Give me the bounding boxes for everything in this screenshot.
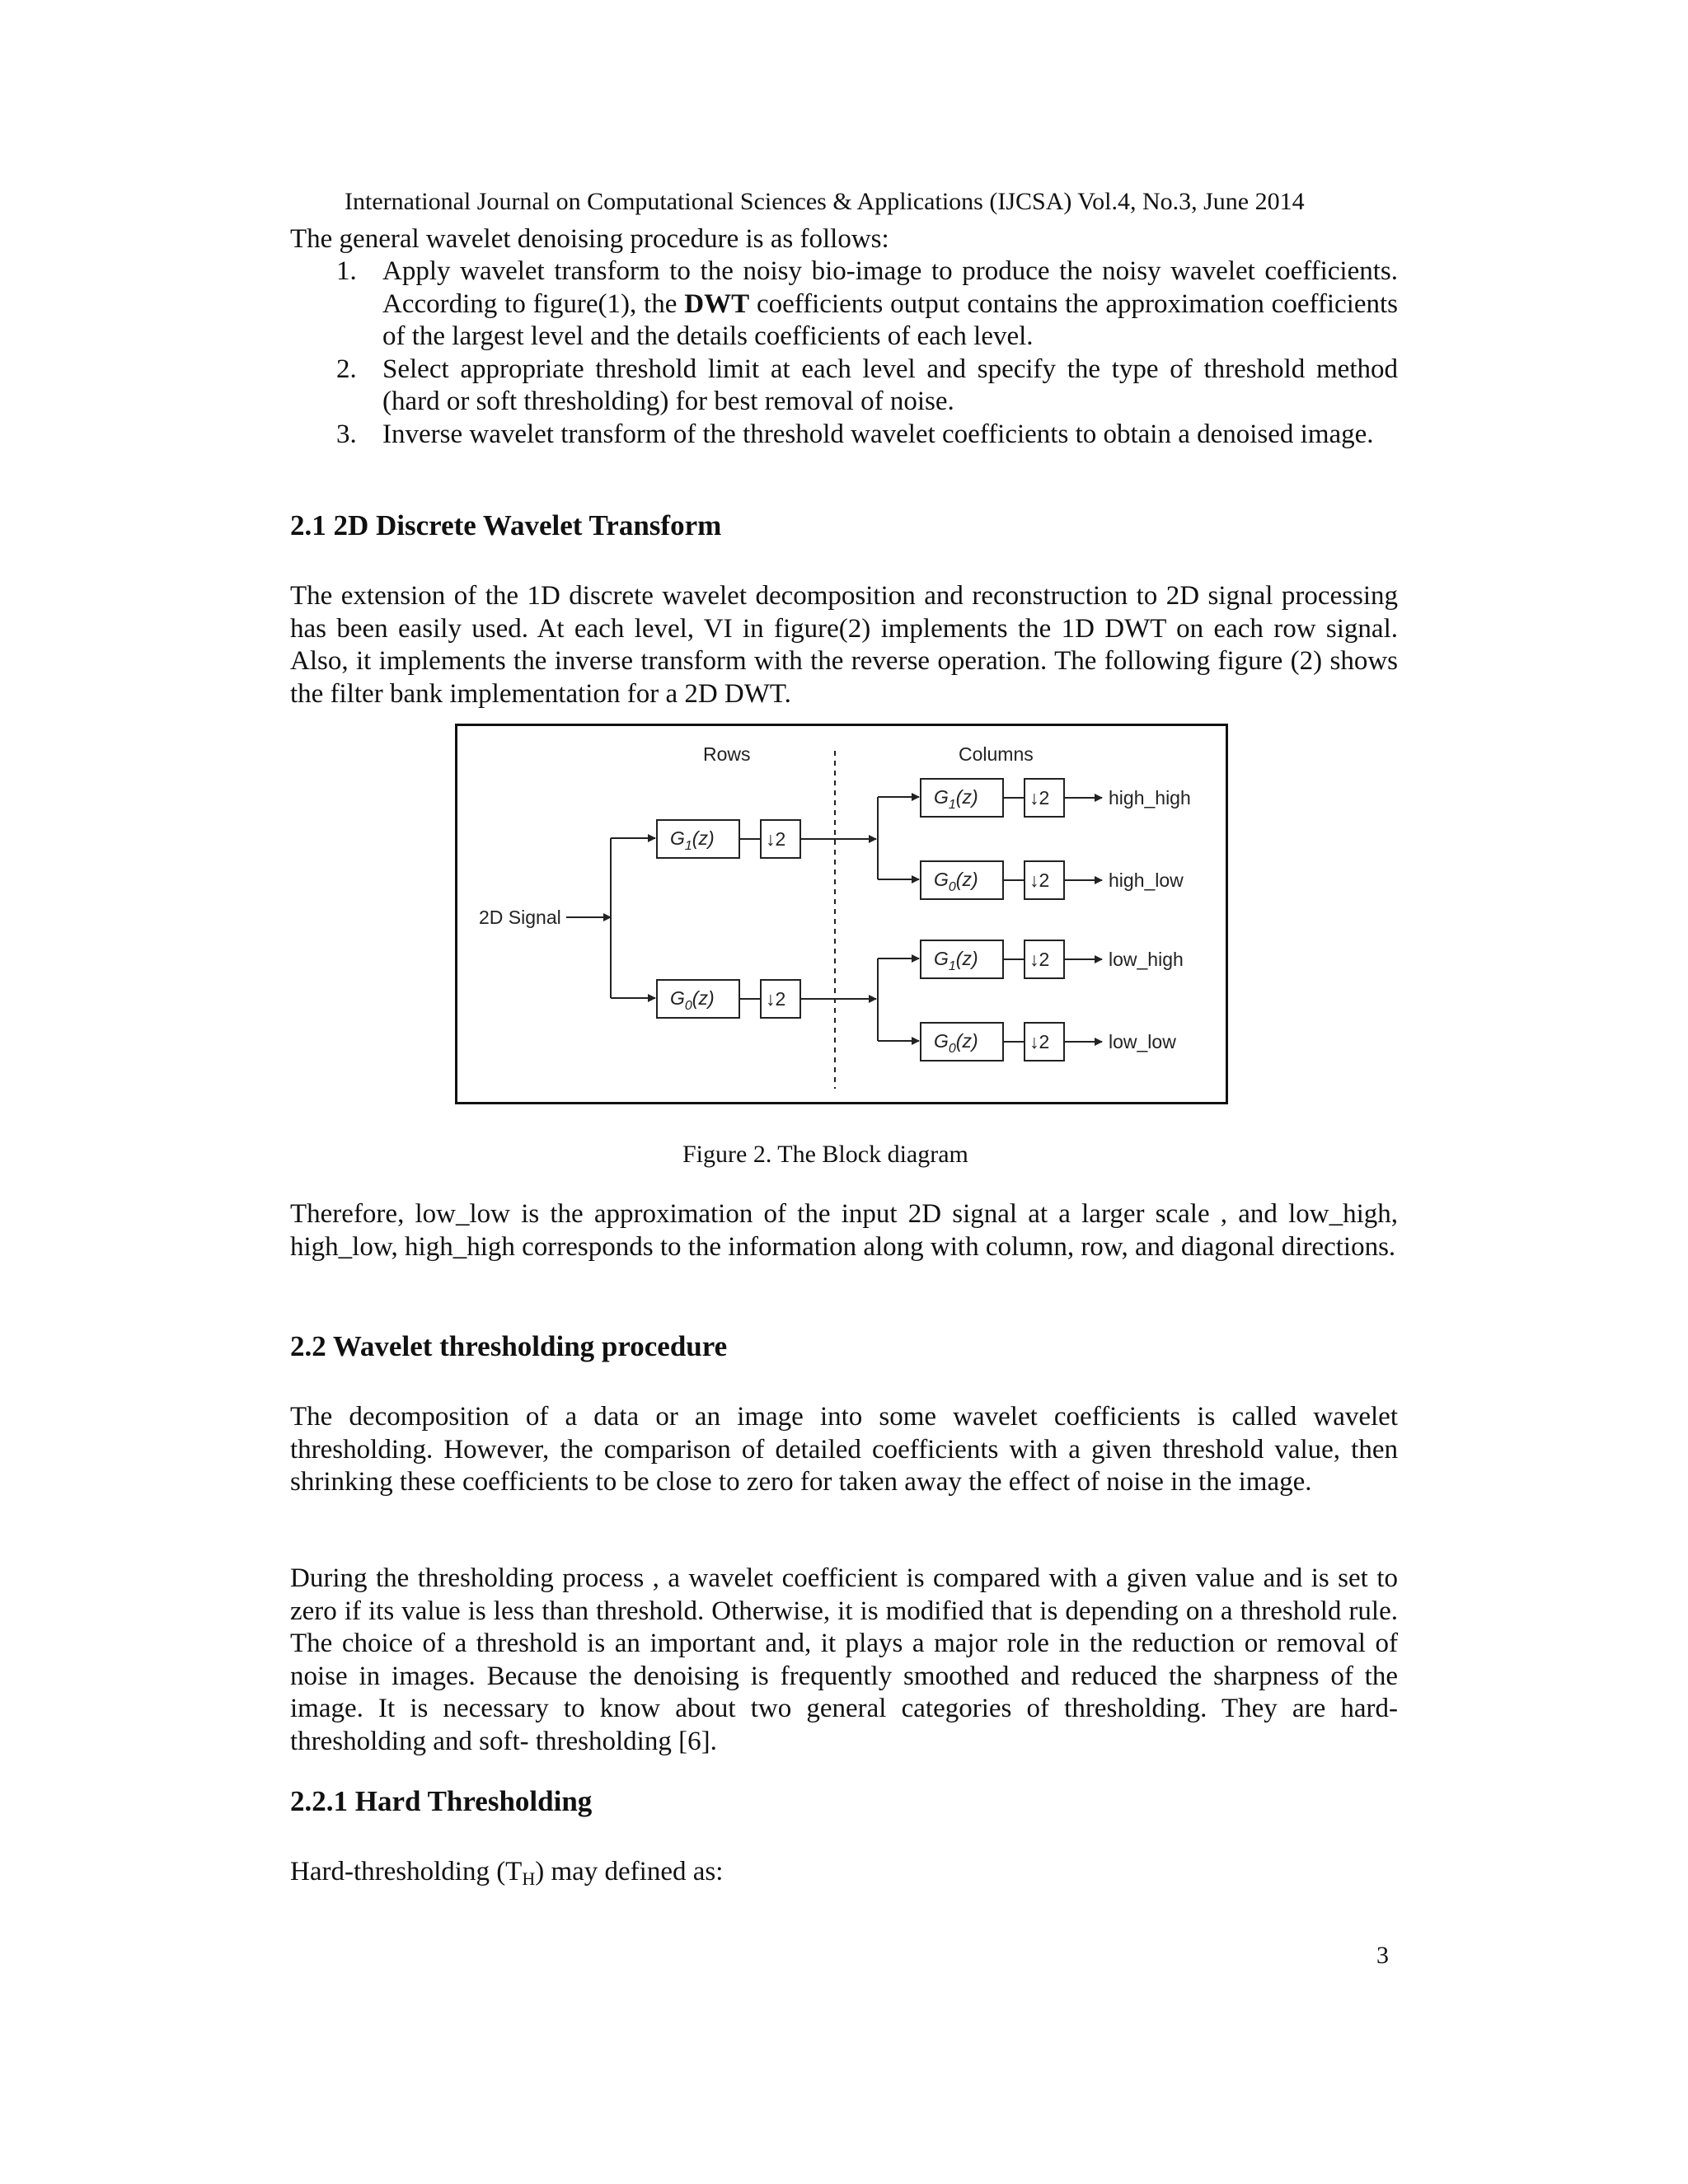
section-heading-2-2: 2.2 Wavelet thresholding procedure xyxy=(290,1330,728,1362)
filter-bank-diagram xyxy=(457,726,1226,1102)
filter-label-g0: $G_0(z)$ xyxy=(934,869,978,894)
list-number: 2. xyxy=(336,354,357,384)
downsample-label: ↓2 xyxy=(1029,949,1050,970)
columns-label: Columns xyxy=(959,743,1034,765)
list-item xyxy=(290,419,1398,452)
subscript: H xyxy=(522,1868,536,1889)
filter-label-g0: $G_0(z)$ xyxy=(670,987,715,1013)
hard-threshold-line xyxy=(290,1856,1398,1896)
filter-label-g1: $G_1(z)$ xyxy=(934,786,978,812)
list-item xyxy=(290,255,1398,354)
downsample-label: ↓2 xyxy=(1029,1031,1050,1052)
intro-text: The general wavelet denoising procedure is as follows: xyxy=(290,224,889,254)
list-number: 3. xyxy=(336,419,357,449)
page-number: 3 xyxy=(1376,1942,1389,1969)
paragraph-thresholding-1: The decomposition of a data or an image into some wavelet coefficients is called wavelet thresholding. However, the comparison of detailed coefficients with a given threshold value, then shrinking these coefficients to be close to zero for taken away the effect of noise in the image. xyxy=(290,1402,1398,1497)
output-label-high-high: high_high xyxy=(1109,787,1191,808)
list-item xyxy=(290,354,1398,419)
downsample-label: ↓2 xyxy=(766,988,786,1010)
running-header: International Journal on Computational Sciences & Applications (IJCSA) Vol.4, No.3, June 2014 xyxy=(345,188,1305,215)
figure-caption: Figure 2. The Block diagram xyxy=(682,1141,968,1168)
list-number: 1. xyxy=(336,256,357,286)
output-label-low-high: low_high xyxy=(1109,949,1184,970)
output-label-low-low: low_low xyxy=(1109,1031,1176,1052)
section-heading-2-2-1: 2.2.1 Hard Thresholding xyxy=(290,1785,593,1817)
block-diagram-figure xyxy=(455,724,1228,1104)
filter-label-g1: $G_1(z)$ xyxy=(934,948,978,973)
input-label: 2D Signal xyxy=(479,907,561,928)
step-text-part: Apply wavelet transform to the noisy bio-image to produce the noisy wavelet coefficients. According to figure(1), the xyxy=(382,256,1398,319)
paragraph-therefore: Therefore, low_low is the approximation of the input 2D signal at a larger scale , and low_high, high_low, high_high corresponds to the information along with column, row, and diagonal directions. xyxy=(290,1199,1398,1262)
step-bold-term: DWT xyxy=(684,288,750,319)
output-label-high-low: high_low xyxy=(1109,869,1184,891)
downsample-label: ↓2 xyxy=(766,828,786,850)
rows-label: Rows xyxy=(703,743,751,765)
filter-label-g0: $G_0(z)$ xyxy=(934,1030,978,1056)
step-text: Select appropriate threshold limit at each level and specify the type of threshold method (hard or soft thresholding) for best removal of noise. xyxy=(382,354,1398,416)
step-text-part: coefficients output contains the approximation coefficients of the largest level and the details coefficients of each level. xyxy=(382,288,1398,351)
text-part: Hard-thresholding (T xyxy=(290,1857,523,1886)
procedure-list xyxy=(290,255,1398,451)
paragraph-thresholding-2: During the thresholding process , a wavelet coefficient is compared with a given value and is set to zero if its value is less than threshold. Otherwise, it is modified that is depending on a threshold rule. The choice of a threshold is an important and, it plays a major role in the reduction or removal of noise in images. Because the denoising is frequently smoothed and reduced the sharpness of the image. It is necessary to know about two general categories of thresholding. They are hard-thresholding and soft- thresholding [6]. xyxy=(290,1563,1398,1756)
downsample-label: ↓2 xyxy=(1029,869,1050,891)
step-text: Inverse wavelet transform of the threshold wavelet coefficients to obtain a denoised image. xyxy=(382,419,1374,449)
downsample-label: ↓2 xyxy=(1029,787,1050,808)
section-heading-2-1: 2.1 2D Discrete Wavelet Transform xyxy=(290,509,722,541)
filter-label-g1: $G_1(z)$ xyxy=(670,827,715,853)
paragraph-2d-dwt: The extension of the 1D discrete wavelet decomposition and reconstruction to 2D signal processing has been easily used. At each level, VI in figure(2) implements the 1D DWT on each row signal. Also, it implements the inverse transform with the reverse operation. The following figure (2) shows the filter bank implementation for a 2D DWT. xyxy=(290,581,1398,709)
text-part: ) may defined as: xyxy=(535,1857,724,1886)
